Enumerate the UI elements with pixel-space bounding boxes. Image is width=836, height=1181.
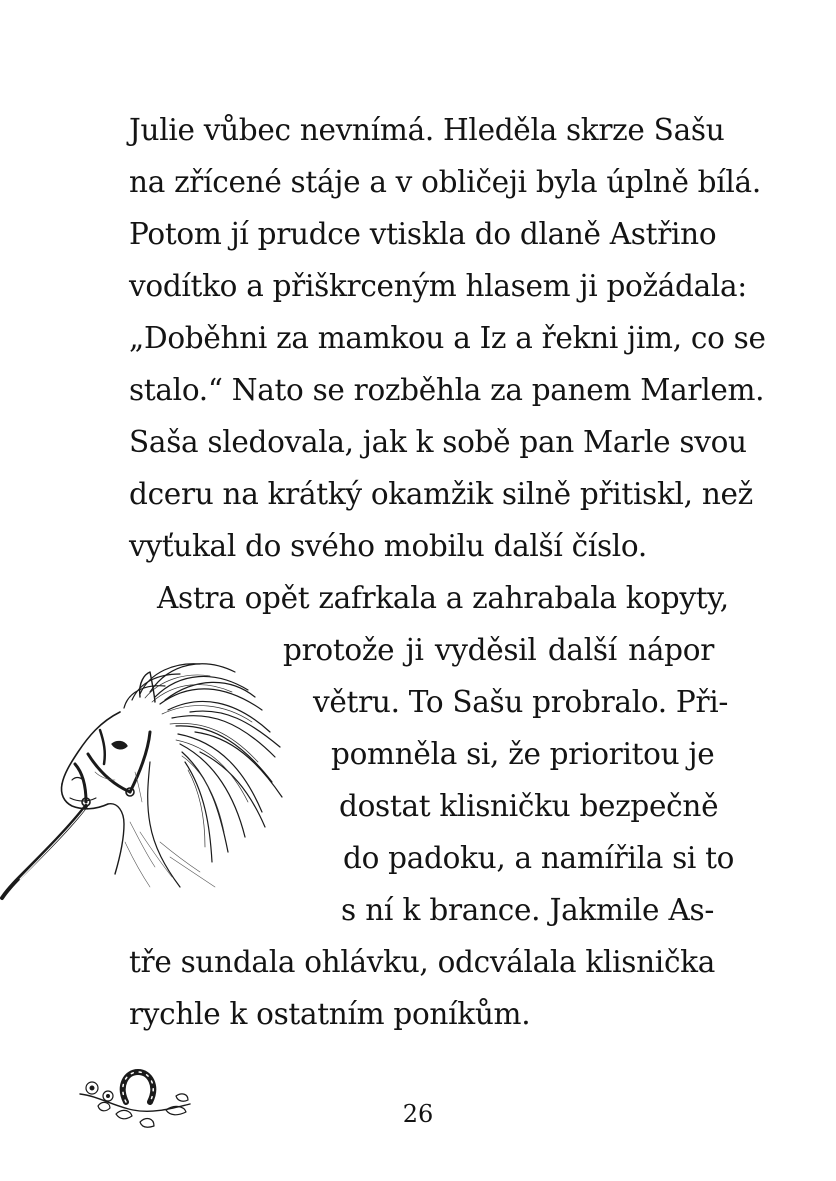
text-line-18: rychle k ostatním poníkům.: [129, 997, 531, 1031]
text-line-17: tře sundala ohlávku, odcválala klisnička: [129, 945, 716, 979]
text-line-12: větru. To Sašu probralo. Při-: [313, 685, 729, 719]
text-line-4: vodítko a přiškrceným hlasem ji požádala:: [129, 269, 747, 303]
text-line-10: Astra opět zafrkala a zahrabala kopyty,: [157, 581, 729, 615]
pony-head-illustration: [0, 652, 300, 932]
text-line-5: „Doběhni za mamkou a Iz a řekni jim, co se: [129, 321, 766, 355]
text-line-14: dostat klisničku bezpečně: [339, 789, 719, 823]
horseshoe-flower-ornament: [78, 1066, 193, 1136]
page-number: 26: [402, 1100, 434, 1128]
text-line-11: protože ji vyděsil další nápor: [283, 633, 714, 667]
text-line-15: do padoku, a namířila si to: [343, 841, 735, 875]
text-line-6: stalo.“ Nato se rozběhla za panem Marlem.: [129, 373, 765, 407]
text-line-9: vyťukal do svého mobilu další číslo.: [129, 529, 647, 563]
text-line-2: na zřícené stáje a v obličeji byla úplně bílá.: [129, 165, 761, 199]
text-line-8: dceru na krátký okamžik silně přitiskl, než: [129, 477, 753, 511]
text-line-16: s ní k brance. Jakmile As-: [341, 893, 714, 927]
text-line-1: Julie vůbec nevnímá. Hleděla skrze Sašu: [129, 113, 725, 147]
text-line-3: Potom jí prudce vtiskla do dlaně Astřino: [129, 217, 717, 251]
text-line-13: pomněla si, že prioritou je: [331, 737, 715, 771]
text-line-7: Saša sledovala, jak k sobě pan Marle svou: [129, 425, 747, 459]
